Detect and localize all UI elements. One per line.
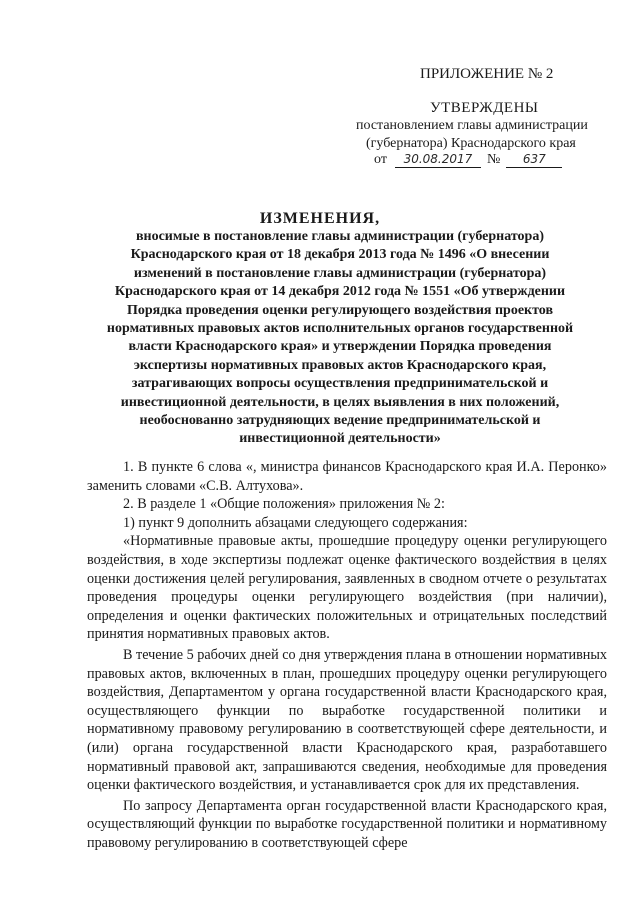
approved-label: УТВЕРЖДЕНЫ: [430, 100, 539, 116]
handwritten-number: 637: [506, 151, 562, 168]
decree-line-1: постановлением главы администрации: [356, 118, 588, 133]
body-paragraph: 1) пункт 9 дополнить абзацами следующего содержания:: [123, 514, 468, 531]
document-subtitle: вносимые в постановление главы администрации (губернатора) Краснодарского края от 18 декабря 2013 года № 1496 «О внесении изменений в постановление главы администрации (губернатора) Краснодарского края от 14 декабря 2012 года № 1551 «Об утверждении Порядка проведения оценки регулирующего воздействия проектов нормативных правовых актов исполнительных органов государственной власти Краснодарского края» и утверждении Порядка проведения экспертизы нормативных правовых актов Краснодарского края, затрагивающих вопросы осуществления предпринимательской и инвестиционной деятельности, в целях выявления в них положений, необоснованно затрудняющих ведение предпринимательской и инвестиционной деятельности»: [106, 229, 574, 447]
decree-line-2: (губернатора) Краснодарского края: [366, 136, 576, 151]
document-title: ИЗМЕНЕНИЯ,: [259, 210, 381, 227]
body-paragraph: По запросу Департамента орган государственной власти Краснодарского края, осуществляющий функции по выработке государственной политики и нормативному правовому регулированию в соответствующей сфере: [87, 797, 607, 851]
number-prefix: №: [486, 152, 501, 167]
decree-date-row: [374, 151, 562, 168]
body-paragraph: В течение 5 рабочих дней со дня утверждения плана в отношении нормативных правовых актов, включенных в план, прошедших процедуру оценки регулирующего воздействия, Департаментом у органа государственной власти Краснодарского края, осуществляющего функции по выработке государственной политики и нормативному правовому регулированию в соответствующей сфере деятельности, и (или) органа государственной власти Краснодарского края, разработавшего нормативный правовой акт, запрашиваются сведения, необходимые для проведения оценки фактического воздействия, и устанавливается срок для их представления.: [87, 646, 607, 794]
body-paragraph: 1. В пункте 6 слова «, министра финансов Краснодарского края И.А. Перонко» заменить словами «С.В. Алтухова».: [87, 459, 607, 494]
document-body: [87, 458, 607, 852]
appendix-label: ПРИЛОЖЕНИЕ № 2: [420, 66, 554, 82]
body-paragraph: 2. В разделе 1 «Общие положения» приложения № 2:: [123, 496, 445, 513]
handwritten-date: 30.08.2017: [395, 151, 481, 168]
date-prefix: от: [374, 152, 387, 167]
body-paragraph: «Нормативные правовые акты, прошедшие процедуру оценки регулирующего воздействия, в ходе экспертизы подлежат оценке фактического воздействия в целях оценки достижения целей регулирования, заявленных в сводном отчете о результатах проведения процедуры оценки регулирующего воздействия (при наличии), определения и оценки фактических положительных и отрицательных последствий принятия нормативных правовых актов.: [87, 533, 607, 643]
